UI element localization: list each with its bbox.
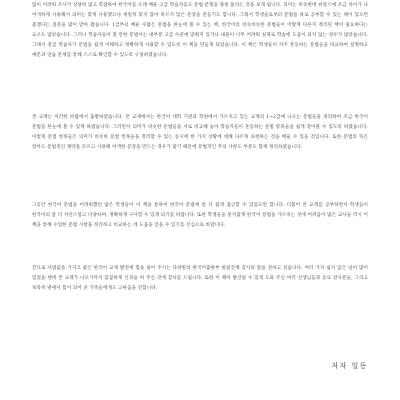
preface-paragraph-1: 않이 어려워 조사가 상당히 많고 복잡하여 한국어를 오래 배운 고급 학습자들도 문법·문형을 종종 틀리는 것을 보게 됩니다. 의미는 비슷한데 뉘앙스에 조금 차이가 나 어색하게 사용해서 의미는 맞게 사용했으나 세밀히 맞지 않아 바르지 않은 문장을 만들기도 합니다. 그래서 학생들로부터 문법을 따로 공부할 수 있는 책이 있으면 좋겠다는 질문을 많이 받아 왔습니다. 1급부터 배운 수많은 문법을 한눈에 볼 수 있는 책, 한국어의 비슷비슷한 문법들이 어떻게 다른지 정리된 책이 필요하다는 요구도 많았습니다. 그러나 학습자들이 볼 만한 문법서는 대부분 고급 수준에 맞춰져 있거나 내용이 너무 어려워 실제로 학습에 도움이 되지 않는 경우가 많았습니다. 그래서 중급 학습자가 문법을 쉽게 이해하고 정확하게 사용할 수 있도록 이 책을 만들게 되었습니다. 이 책은 학생들이 자주 혼동하는 문법들을 비교하여 설명하고 예문과 연습 문제를 통해 스스로 확인할 수 있도록 구성하였습니다.: [32, 3, 368, 58]
preface-paragraph-4: 끝으로 사범없을 가지고 좋은 한국어 교재 발전에 힘을 실어 주시는 다락원의 한국어출판부 편집진께 감사의 말을 전하고 싶습니다. 여러 가지 쉽지 않은 일이 많이 있었을 텐데 본 교재가 나오기까지 꼼꼼하게 신경을 써 주신 것에 감사를 드립니다. 또한 이 책이 발간될 수 있게 도와 주신 여러 선생님들과 동료 강사분들, 그리고 묵묵히 옆에서 힘이 되어 준 가족들에게도 고마움을 전합니다.: [32, 266, 368, 291]
preface-paragraph-3: 그동안 한국어 문법을 어려워했던 많은 학생들이 이 책을 통하여 한국어 문법에 좀 더 쉽게 접근할 수 있었으면 합니다. 더불어 본 교재를 공부하면서 학생들이 한국어의 좀 더 자연스럽고 다양하며, 정확하게 구사할 수 있게 되기를 바랍니다. 또한 학생들을 뭇지없게 한국어 문법을 가르치는 것에 어려움이 많은 교사들 역시 이 책을 통해 수업한 문법 사항을 정리하고 비교하는 데 도움을 얻을 수 있기를 진심으로 바랍니다.: [32, 203, 368, 228]
author-signature: 저자 일동: [331, 362, 368, 370]
preface-paragraph-2: 본 교재는 이러한 바람에서 출발하였습니다. 본 교재에서는 한국어 대학 기관과 학원에서 가르치고 있는 교재의 1~2급에 나오는 문법들을 정리하여 조금 한국어 문법을 한눈에 볼 수 있게 하였습니다. 그러면서 의미가 비슷한 문법들을 서로 비교해 놓아 학습자들이 혼동하는 문법 항목들을 쉽게 찾아볼 수 있도록 하였습니다. 이렇게 문법 항목들은 의미가 비슷한 문법 항목들을 정리할 수 있는 동시에 한 가지 상황에 대해 다르게 표현하는 것을 배울 수 있을 것입니다. 또한 문법의 뜻은 알아도 문법적인 제약을 모르고 사용해 어색한 문장을 만드는 경우가 많기 때문에 문법적인 주의 사항도 부분도 함께 정리하였습니다.: [32, 115, 368, 150]
